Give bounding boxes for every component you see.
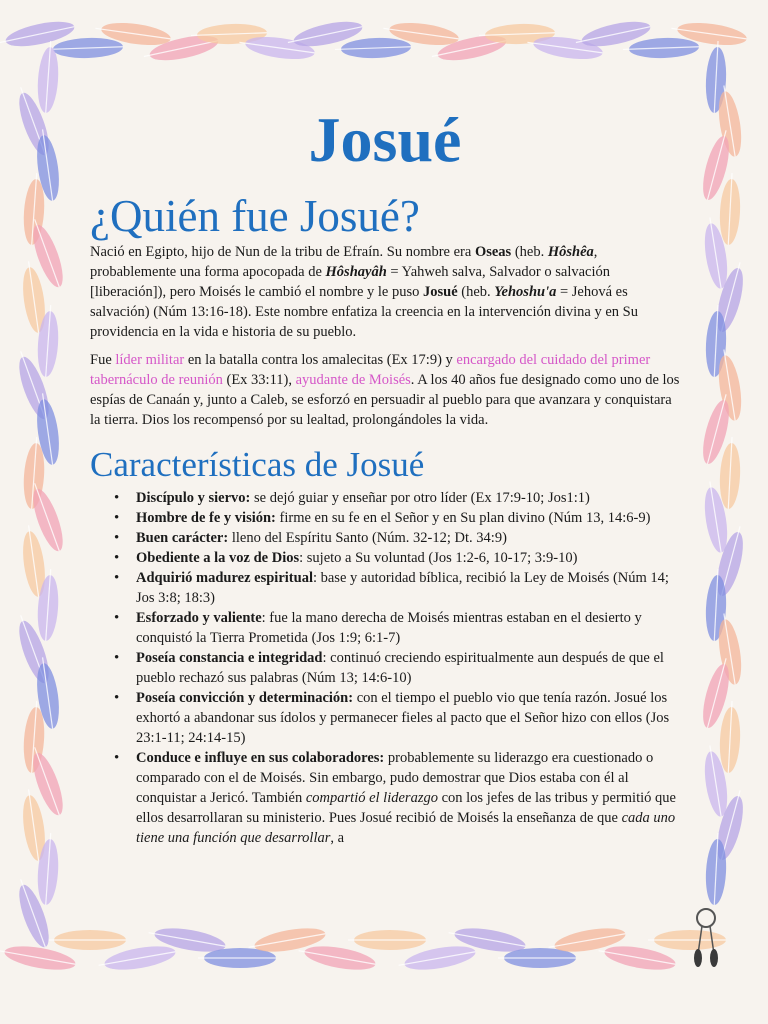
list-item: • Hombre de fe y visión: firme en su fe en el Señor y en Su plan divino (Núm 13, 14:6-9)	[136, 508, 680, 528]
feather-icon	[718, 437, 742, 510]
list-item: • Buen carácter: lleno del Espíritu Santo (Núm. 32-12; Dt. 34:9)	[136, 528, 680, 548]
section-heading-quien: ¿Quién fue Josué?	[90, 191, 420, 241]
highlight-tabernaculo: encargado del cuidado del primer tabernáculo de reunión	[90, 352, 651, 388]
characteristics-list	[90, 488, 680, 848]
highlight-ayudante: ayudante de Moisés	[295, 372, 411, 388]
list-item: • Poseía constancia e integridad: continuó creciendo espiritualmente aun después de que el pueblo rechazó sus palabras (Núm 13; 14:6-10)	[136, 648, 680, 688]
list-item: • Adquirió madurez espiritual: base y autoridad bíblica, recibió la Ley de Moisés (Núm 14; Jos 3:8; 18:3)	[136, 568, 680, 608]
document-body	[90, 100, 680, 848]
feather-icon	[335, 37, 412, 60]
feather-icon	[348, 930, 426, 950]
feather-icon	[623, 37, 700, 60]
highlight-lider: líder militar	[115, 352, 185, 368]
list-item: • Esforzado y valiente: fue la mano derecha de Moisés mientras estaban en el desierto y conquistó la Tierra Prometida (Jos 1:9; 6:1-7)	[136, 608, 680, 648]
paragraph-origen: Nació en Egipto, hijo de Nun de la tribu de Efraín. Su nombre era Oseas (heb. Hôshêa, probablemente una forma apocopada de Hôshayâh = Yahweh salva, Salvador o salvación [liberación]), pero Moisés le cambió el nombre y le puso Josué (heb. Yehoshu'a = Jehová es salvación) (Núm 13:16-18). Este nombre enfatiza la creencia en la intervención divina y en Su providencia en la vida e historia de su pueblo.	[90, 244, 638, 340]
feather-icon	[718, 173, 742, 246]
feather-icon	[48, 930, 126, 950]
page-title: Josué	[308, 104, 462, 175]
feather-icon	[47, 37, 124, 60]
feather-icon	[718, 701, 742, 774]
list-item: • Discípulo y siervo: se dejó guiar y enseñar por otro líder (Ex 17:9-10; Jos1:1)	[136, 488, 680, 508]
list-item: • Conduce e influye en sus colaboradores: probablemente su liderazgo era cuestionado o comparado con el de Moisés. Sin embargo, pudo demostrar que Dios estaba con él al conquistar a Jericó. También compartió el liderazgo con los jefes de las tribus y permitió que ellos desarrollaran su ministerio. Pues Josué recibió de Moisés la enseñanza de que cada uno tiene una función que desarrollar, a	[136, 748, 680, 848]
list-item: • Poseía convicción y determinación: con el tiempo el pueblo vio que tenía razón. Josué los exhortó a abandonar sus ídolos y permanecer fieles al pacto que el Señor hizo con ellos (Jos 23:1-11; 24:14-15)	[136, 688, 680, 748]
feather-icon	[648, 930, 726, 950]
list-item: • Obediente a la voz de Dios: sujeto a Su voluntad (Jos 1:2-6, 10-17; 3:9-10)	[136, 548, 680, 568]
paragraph-funciones: Fue líder militar en la batalla contra los amalecitas (Ex 17:9) y encargado del cuidado del primer tabernáculo de reunión (Ex 33:11), ayudante de Moisés. A los 40 años fue designado como uno de los espías de Canaán y, junto a Caleb, se esforzó en persuadir al pueblo para que avanzara y conquistara la tierra. Dios los recompensó por su lealtad, prolongándoles la vida.	[90, 352, 680, 428]
section-heading-caracteristicas: Características de Josué	[90, 445, 425, 484]
